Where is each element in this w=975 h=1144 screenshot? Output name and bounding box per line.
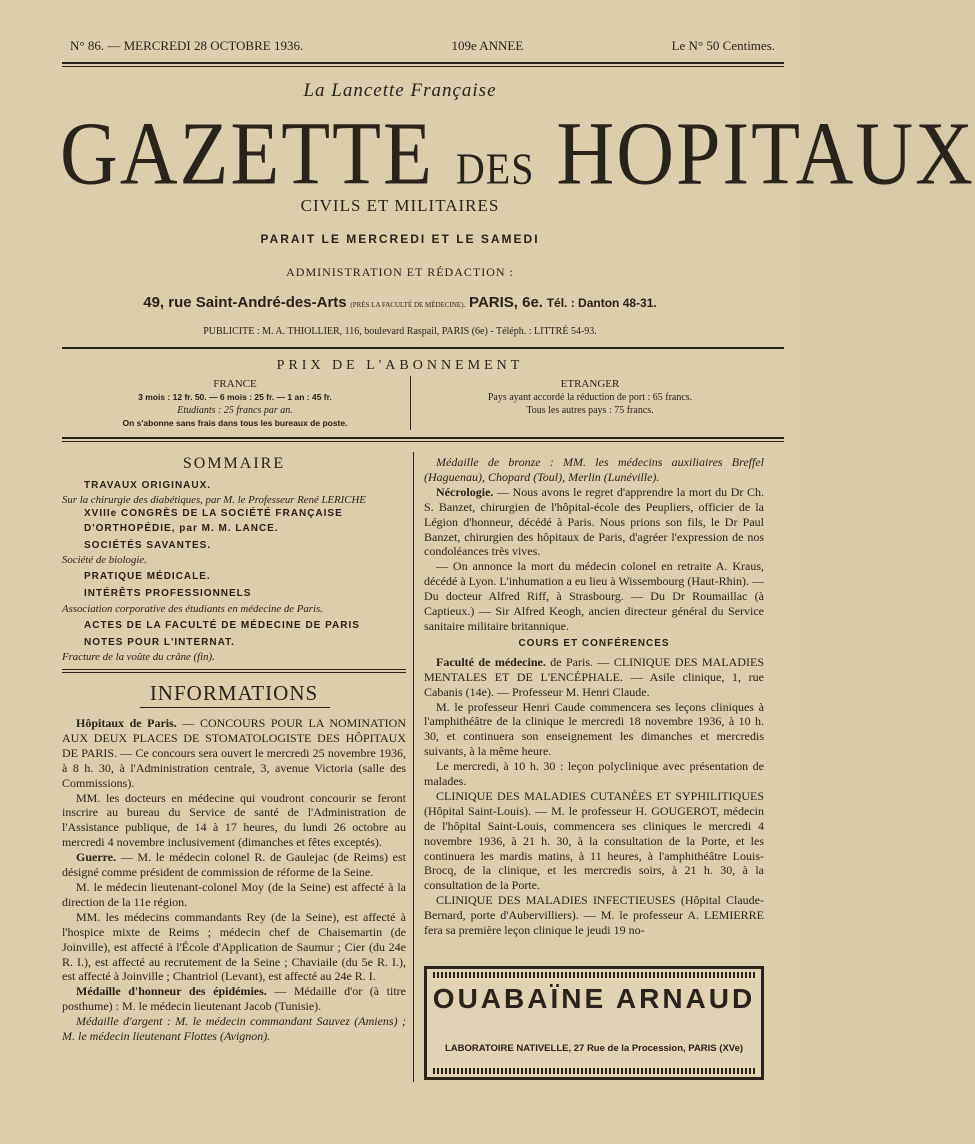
sommaire-text: Sur la chirurgie des diabétiques, par M. le Professeur René LERICHE <box>62 494 366 507</box>
info-paragraph: Médaille d'argent : M. le médecin commandant Sauvez (Amiens) ; M. le médecin lieutenant Flottes (Avignon). <box>62 1014 406 1044</box>
right-paragraph: M. le professeur Henri Caude commencera ses leçons cliniques à l'amphithéâtre de la clinique le mercredi 18 novembre 1936, à 10 h. 30, et continuera son enseignement les dimanches et mercredis suivants, à la même heure. <box>424 699 764 759</box>
etranger-rate-1: Pays ayant accordé la réduction de port : 65 francs. <box>487 392 693 403</box>
right-lead: Nécrologie. <box>436 484 494 499</box>
year-label: 109e ANNEE <box>451 38 524 53</box>
right-paragraph: CLINIQUE DES MALADIES INFECTIEUSES (Hôpital Claude-Bernard, porte d'Aubervilliers). — M. le professeur A. LEMIERRE fera sa première leçon clinique le jeudi 19 no- <box>424 893 764 938</box>
right-paragraph: CLINIQUE DES MALADIES CUTANÉES ET SYPHILITIQUES (Hôpital Saint-Louis). — M. le professeur H. GOUGEROT, médecin de l'hôpital Saint-Louis, commencera ses cliniques le mercredi 4 novembre 1936, à 21 h. 30, à la consultation de la Porte, et les continuera les mardis matins, à 11 heures, à l'amphithéâtre Louis-Brocq, de la clinique, et les mercredis soirs, à 21 h. 30, à la consultation de la Porte. <box>424 788 764 893</box>
info-paragraph: M. le médecin lieutenant-colonel Moy (de la Seine) est affecté à la direction de la 11e région. <box>62 879 406 909</box>
title-des: DES <box>455 143 535 194</box>
info-lead: Guerre. <box>76 850 117 865</box>
sommaire-heading: NOTES POUR L'INTERNAT. <box>84 637 235 649</box>
info-paragraph <box>62 850 406 880</box>
body-rule <box>62 437 784 439</box>
ad-product-name: OUABAÏNE ARNAUD <box>432 983 756 1014</box>
address-note: (PRÈS LA FACULTÉ DE MÉDECINE). <box>350 301 466 309</box>
issue-price: Le N° 50 Centimes. <box>671 38 775 53</box>
right-lead: Faculté de médecine. <box>436 654 546 669</box>
abonnement-title: PRIX DE L'ABONNEMENT <box>276 358 524 373</box>
right-paragraph <box>424 655 764 700</box>
sommaire-heading: ACTES DE LA FACULTÉ DE MÉDECINE DE PARIS <box>84 619 360 631</box>
info-paragraph <box>62 716 406 791</box>
informations-title: INFORMATIONS <box>149 681 319 705</box>
ad-border-top <box>433 972 755 978</box>
header-rule <box>62 62 784 64</box>
sommaire-heading: XVIIIe CONGRÈS DE LA SOCIÉTÉ FRANÇAISE D'ORTHOPÉDIE, par M. M. LANCE. <box>84 508 343 534</box>
sommaire-heading: SOCIÉTÉS SAVANTES. <box>84 539 212 551</box>
abonnement-france <box>100 378 370 430</box>
abonnement-etranger <box>450 378 730 417</box>
france-heading: FRANCE <box>213 378 257 390</box>
sommaire-heading: INTÉRÊTS PROFESSIONNELS <box>84 588 252 600</box>
info-lead: Hôpitaux de Paris. <box>76 716 177 730</box>
france-rates: 3 mois : 12 fr. 50. — 6 mois : 25 fr. — 1 an : 45 fr. <box>138 392 332 402</box>
right-paragraph: — On annonce la mort du médecin colonel en retraite A. Kraus, décédé à Lyon. L'inhumation a eu lieu à Wissembourg (Haut-Rhin). — Du docteur Alfred Riff, à Strasbourg. — Du Dr Roumaillac (à Captieux.) — Sir Alfred Keogh, ancien directeur général du Service sanitaire militaire britannique. <box>424 559 764 633</box>
sommaire-rule <box>62 669 406 670</box>
right-paragraph: Médaille de bronze : MM. les médecins auxiliaires Breffel (Haguenau), Chopard (Toul), Merlin (Lunéville). <box>424 455 764 484</box>
france-students: Etudiants : 25 francs par an. <box>177 405 293 416</box>
body-rule-thin <box>62 441 784 442</box>
civils-militaires: CIVILS ET MILITAIRES <box>300 196 500 215</box>
column-divider <box>413 452 414 1082</box>
issue-number: N° 86. — MERCREDI 28 OCTOBRE 1936. <box>70 38 304 53</box>
etranger-rate-2: Tous les autres pays : 75 francs. <box>526 405 654 416</box>
info-paragraph: MM. les docteurs en médecine qui voudront concourir se feront inscrire au bureau du Service de santé de l'Administration de l'Assistance publique, de 14 à 17 heures, du lundi 26 octobre au mercredi 4 novembre inclusivement (dimanches et fêtes exceptés). <box>62 790 406 850</box>
abonnement-divider <box>410 376 411 430</box>
info-text: — CONCOURS POUR LA NOMINATION AUX DEUX PLACES DE STOMATOLOGISTE DES HÔPITAUX DE PARIS. — Ce concours sera ouvert le mercredi 25 novembre 1936, à 8 h. 30, à l'Administration centrale, 3, avenue Victoria (salle des Commissions). <box>62 716 406 790</box>
sommaire-title: SOMMAIRE <box>182 455 286 472</box>
etranger-heading: ETRANGER <box>560 378 620 390</box>
sommaire-heading: PRATIQUE MÉDICALE. <box>84 571 211 583</box>
sommaire-rule-2 <box>62 672 406 673</box>
advertisement-box <box>424 966 764 1080</box>
sommaire-heading: TRAVAUX ORIGINAUX. <box>84 480 212 491</box>
right-text: de Paris. — CLINIQUE DES MALADIES MENTALES ET DE L'ENCÉPHALE. — Asile clinique, 1, rue Cabanis (14e). — Professeur M. Henri Claude. <box>424 654 764 699</box>
info-paragraph <box>62 984 406 1014</box>
right-paragraph <box>424 485 764 560</box>
info-paragraph: MM. les médecins commandants Rey (de la Seine), est affecté à l'hospice mixte de Reims ; médecin chef de Chaisemartin (de Joinville), est affecté à l'École d'Application de Saumur ; Cier (du 24e R. I.), est affecté au recrutement de la Seine ; Chaviaile (du 5e R. I.), est affecté à Joinville ; Chantriol (Levant), est affecté au 24e R. I. <box>62 909 406 984</box>
ad-laboratory: LABORATOIRE NATIVELLE, 27 Rue de la Procession, PARIS (XVe) <box>444 1043 744 1054</box>
masthead-subtitle: La Lancette Française <box>303 80 497 101</box>
right-paragraph: Le mercredi, à 10 h. 30 : leçon polyclinique avec présentation de malades. <box>424 759 764 789</box>
parait-line: PARAIT LE MERCREDI ET LE SAMEDI <box>260 232 540 246</box>
info-text: — Médaille d'or (à titre posthume) : M. le médecin lieutenant Jacob (Tunisie). <box>62 984 406 1014</box>
sommaire-text: Fracture de la voûte du crâne (fin). <box>62 651 215 664</box>
ad-border-bottom <box>433 1068 755 1074</box>
title-gazette: GAZETTE <box>60 105 434 204</box>
informations-underline <box>140 707 330 708</box>
france-poste: On s'abonne sans frais dans tous les bureaux de poste. <box>122 418 348 428</box>
sommaire-text: Société de biologie. <box>62 554 147 567</box>
info-text: — M. le médecin colonel R. de Gaulejac (de Reims) est désigné comme président de commission de réforme de la Seine. <box>62 850 406 880</box>
header-rule-thin <box>62 66 784 67</box>
abonnement-rule-top <box>62 347 784 349</box>
sommaire-section <box>62 455 406 664</box>
sommaire-text: Association corporative des étudiants en médecine de Paris. <box>62 602 323 615</box>
cours-heading: COURS ET CONFÉRENCES <box>518 637 670 649</box>
title-hopitaux: HOPITAUX <box>556 105 975 204</box>
admin-line: ADMINISTRATION ET RÉDACTION : <box>286 265 514 279</box>
right-column <box>424 455 764 938</box>
informations-body <box>62 716 406 1044</box>
address-city: PARIS, 6e. <box>469 294 543 311</box>
publicite-line: PUBLICITE : M. A. THIOLLIER, 116, boulevard Raspail, PARIS (6e) - Téléph. : LITTRÉ 54-93. <box>203 326 597 337</box>
address-street: 49, rue Saint-André-des-Arts <box>143 294 347 311</box>
address-line <box>0 294 800 312</box>
sommaire-list <box>62 479 406 664</box>
issue-line <box>70 38 775 54</box>
address-phone: Tél. : Danton 48-31. <box>546 296 657 310</box>
right-text: — Nous avons le regret d'apprendre la mort du Dr Ch. S. Banzet, chirurgien de l'hôpital-école des Peupliers, officier de la Légion d'honneur, décédé à Paris. Nous prions son fils, le Dr Paul Banzet, chirurgien des hôpitaux de Paris, d'agréer l'expression de nos condoléances très vives. <box>424 484 764 559</box>
info-lead: Médaille d'honneur des épidémies. <box>76 984 267 999</box>
